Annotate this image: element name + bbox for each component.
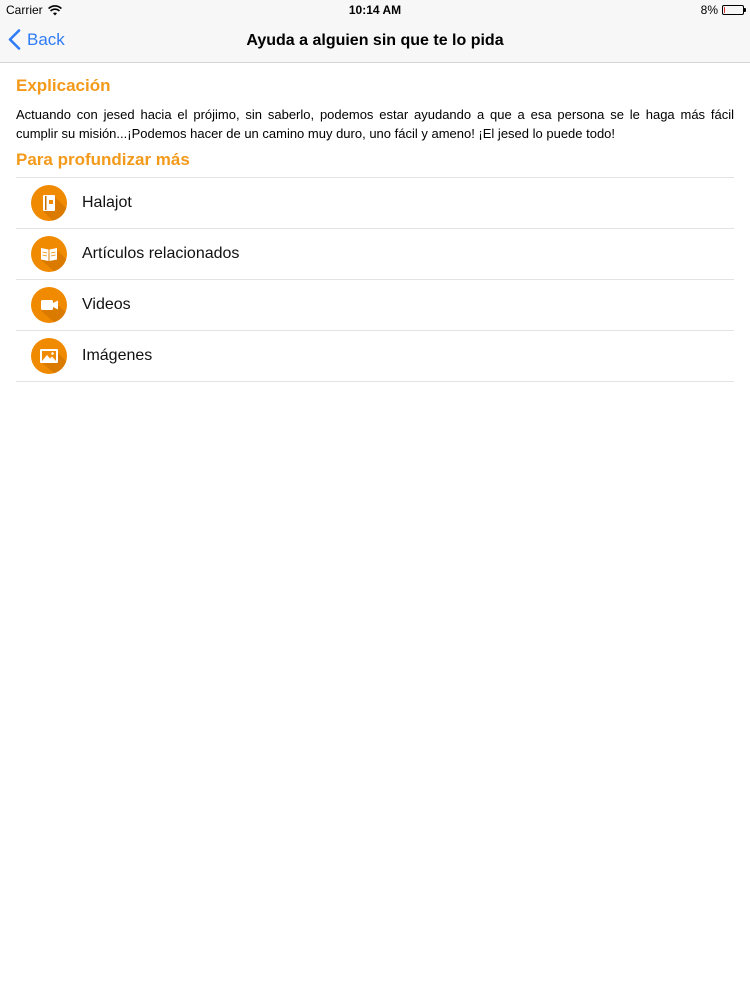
navigation-bar	[0, 20, 750, 63]
video-camera-icon	[31, 287, 67, 323]
list-item-label: Videos	[82, 296, 131, 313]
page-title: Ayuda a alguien sin que te lo pida	[246, 32, 504, 49]
resources-list	[16, 177, 734, 382]
book-icon	[31, 185, 67, 221]
back-label: Back	[27, 29, 65, 49]
battery-icon	[722, 5, 744, 15]
list-item-label: Halajot	[82, 194, 132, 211]
picture-icon	[31, 338, 67, 374]
content	[16, 63, 734, 382]
status-right	[701, 3, 744, 17]
status-time: 10:14 AM	[348, 3, 402, 17]
list-item-label: Imágenes	[82, 347, 153, 364]
carrier-label: Carrier	[6, 3, 43, 17]
more-heading: Para profundizar más	[16, 150, 190, 169]
list-item-videos[interactable]	[16, 280, 734, 331]
list-item-imagenes[interactable]	[16, 331, 734, 382]
battery-percent: 8%	[700, 3, 718, 17]
explanation-heading: Explicación	[16, 76, 111, 95]
list-item-label: Artículos relacionados	[82, 245, 240, 262]
status-bar	[0, 0, 750, 20]
list-item-halajot[interactable]	[16, 178, 734, 229]
open-book-icon	[31, 236, 67, 272]
battery-fill	[724, 7, 725, 13]
explanation-text: Actuando con jesed hacia el prójimo, sin saberlo, podemos estar ayudando a que a esa persona se le haga más fácil cumplir su misión...¡Podemos hacer de un camino muy duro, uno fácil y ameno! ¡El jesed lo puede todo!	[16, 107, 734, 141]
list-item-articulos[interactable]	[16, 229, 734, 280]
